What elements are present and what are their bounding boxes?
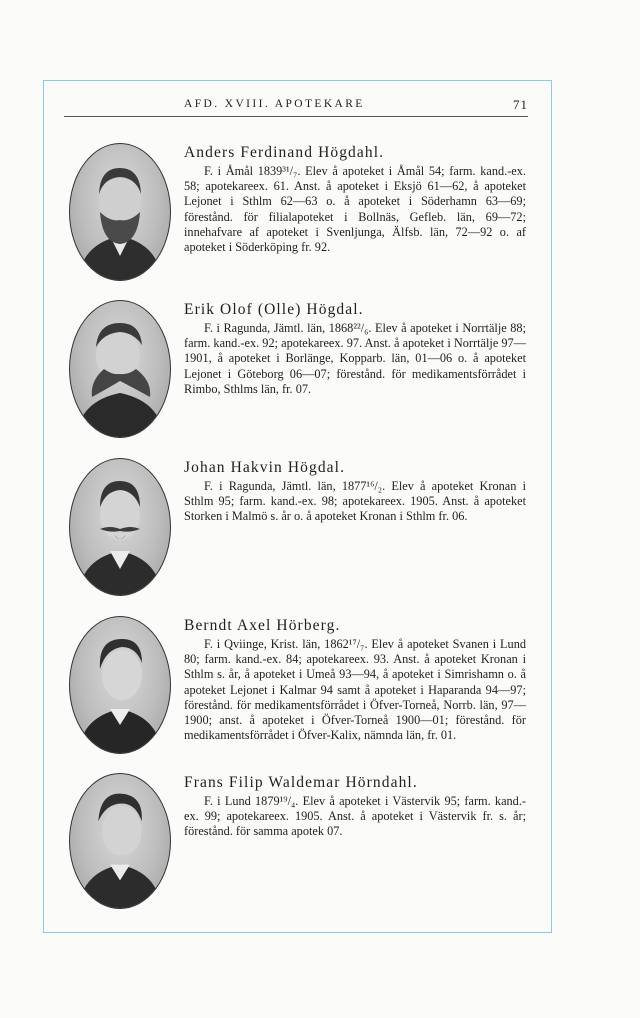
- running-head: [64, 98, 528, 117]
- person-bio: F. i Ragunda, Jämtl. län, 1877¹⁶/₂. Elev å apoteket Kronan i Sthlm 95; farm. kand.-ex. 98; apotekareex. 1905. Anst. å apoteket Storken i Malmö s. år o. å apoteket Kronan i Sthlm fr. 06.: [184, 479, 526, 524]
- person-name: Johan Hakvin Högdal.: [184, 459, 346, 476]
- portrait-photo: [69, 143, 171, 281]
- person-name: Frans Filip Waldemar Hörndahl.: [184, 774, 418, 791]
- person-bio: F. i Qviinge, Krist. län, 1862¹⁷/₇. Elev å apoteket Svanen i Lund 80; farm. kand.-ex. 84; apotekareex. 93. Anst. å apoteket Kronan i Sthlm s. år, å apoteket i Umeå 93—94, å apoteket i Simrishamn o. å apoteket Lejonet i Kalmar 94 samt å apoteket i Haparanda 94—97; förestånd. för medikamentsförrådet i Öfver-Torneå, Norrb. län, 97—1900; anst. å apoteket i Öfver-Torneå 1900—01; förestånd. för medikamentsförrådet i Öfver-Kalix, nämnda län, fr. 01.: [184, 637, 526, 743]
- section-title: AFD. XVIII. APOTEKARE: [184, 98, 365, 110]
- person-name: Anders Ferdinand Högdahl.: [184, 144, 385, 161]
- person-name: Erik Olof (Olle) Högdal.: [184, 301, 364, 318]
- person-bio: F. i Ragunda, Jämtl. län, 1868²²/₆. Elev å apoteket i Norrtälje 88; farm. kand.-ex. 92; apotekareex. 97. Anst. å apoteket i Norrtälje 97—1901, å apoteket i Borlänge, Kopparb. län, 01—06 o. å apoteket Lejonet i Göteborg 06—07; förestånd. för medikamentsförrådet i Rimbo, Sthlms län, fr. 07.: [184, 321, 526, 396]
- portrait-photo: [69, 300, 171, 438]
- portrait-photo: [69, 773, 171, 909]
- person-name: Berndt Axel Hörberg.: [184, 617, 341, 634]
- person-bio: F. i Åmål 1839³¹/₇. Elev å apoteket i Åmål 54; farm. kand.-ex. 58; apotekareex. 61. Anst. å apoteket i Eksjö 61—62, å apoteket Lejonet i Sthlm 62—63 o. å apoteket i Söderhamn 63—69; förestånd. för filialapoteket i Bollnäs, Gefleb. län, 69—72; innehafvare af apoteket i Svenljunga, Älfsb. län, 72—92 o. af apoteket i Söderköping fr. 92.: [184, 164, 526, 255]
- portrait-photo: [69, 616, 171, 754]
- page-number: 71: [513, 97, 528, 112]
- person-bio: F. i Lund 1879¹⁹/₄. Elev å apoteket i Västervik 95; farm. kand.-ex. 99; apotekareex. 1905. Anst. å apoteket i Västervik fr. s. år; förestånd. för samma apotek 07.: [184, 794, 526, 839]
- portrait-photo: [69, 458, 171, 596]
